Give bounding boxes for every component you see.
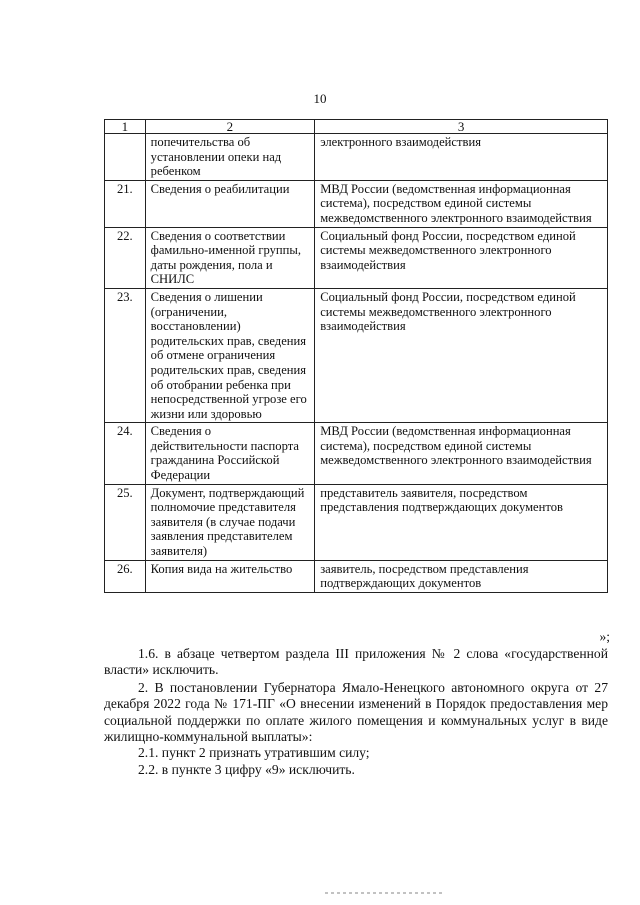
paragraph-2: 2. В постановлении Губернатора Ямало-Ненецкого автономного округа от 27 декабря 2022 года № 171-ПГ «О внесении изменений в Порядок предоставления мер социальной поддержки по оплате жилого помещения и коммунальных услуг в виде жилищно-коммунальной выплаты»: bbox=[104, 680, 608, 745]
row-number: 23. bbox=[105, 288, 146, 422]
row-source: МВД России (ведомственная информационная система), посредством единой системы межведомственного электронного взаимодействия bbox=[315, 180, 608, 227]
row-source: Социальный фонд России, посредством единой системы межведомственного электронного взаимодействия bbox=[315, 227, 608, 288]
row-source: Социальный фонд России, посредством единой системы межведомственного электронного взаимодействия bbox=[315, 288, 608, 422]
row-source: электронного взаимодействия bbox=[315, 134, 608, 181]
table-row bbox=[105, 180, 608, 227]
data-sources-table bbox=[104, 119, 608, 593]
table-row bbox=[105, 423, 608, 484]
row-source: заявитель, посредством представления подтверждающих документов bbox=[315, 560, 608, 592]
table-row bbox=[105, 484, 608, 560]
paragraph-2-1: 2.1. пункт 2 признать утратившим силу; bbox=[138, 745, 370, 760]
table-row bbox=[105, 227, 608, 288]
row-number: 22. bbox=[105, 227, 146, 288]
row-information: Сведения о соответствии фамильно-именной группы, даты рождения, пола и СНИЛС bbox=[145, 227, 315, 288]
row-source: представитель заявителя, посредством представления подтверждающих документов bbox=[315, 484, 608, 560]
row-information: Сведения о лишении (ограничении, восстановлении) родительских прав, сведения об отмене ограничения родительских прав, сведения об отобрании ребенка при непосредственной угрозе его жизни или здоровью bbox=[145, 288, 315, 422]
table-header-row bbox=[105, 120, 608, 134]
column-header-number: 1 bbox=[105, 120, 146, 134]
row-number: 25. bbox=[105, 484, 146, 560]
table-row bbox=[105, 134, 608, 181]
table-row bbox=[105, 288, 608, 422]
table-row bbox=[105, 560, 608, 592]
row-number: 24. bbox=[105, 423, 146, 484]
row-information: Сведения о реабилитации bbox=[145, 180, 315, 227]
column-header-information: 2 bbox=[145, 120, 315, 134]
paragraph-1-6: 1.6. в абзаце четвертом раздела III приложения № 2 слова «государственной власти» исключить. bbox=[104, 646, 608, 678]
scan-artifact-divider bbox=[325, 892, 445, 894]
row-source: МВД России (ведомственная информационная система), посредством единой системы межведомственного электронного взаимодействия bbox=[315, 423, 608, 484]
column-header-source: 3 bbox=[315, 120, 608, 134]
row-information: Копия вида на жительство bbox=[145, 560, 315, 592]
row-information: попечительства об установлении опеки над ребенком bbox=[145, 134, 315, 181]
row-information: Сведения о действительности паспорта гражданина Российской Федерации bbox=[145, 423, 315, 484]
paragraph-2-2: 2.2. в пункте 3 цифру «9» исключить. bbox=[138, 762, 355, 777]
row-number bbox=[105, 134, 146, 181]
row-number: 21. bbox=[105, 180, 146, 227]
page-number: 10 bbox=[313, 91, 327, 106]
row-number: 26. bbox=[105, 560, 146, 592]
row-information: Документ, подтверждающий полномочие представителя заявителя (в случае подачи заявления представителем заявителя) bbox=[145, 484, 315, 560]
closing-quote: »; bbox=[599, 629, 610, 644]
